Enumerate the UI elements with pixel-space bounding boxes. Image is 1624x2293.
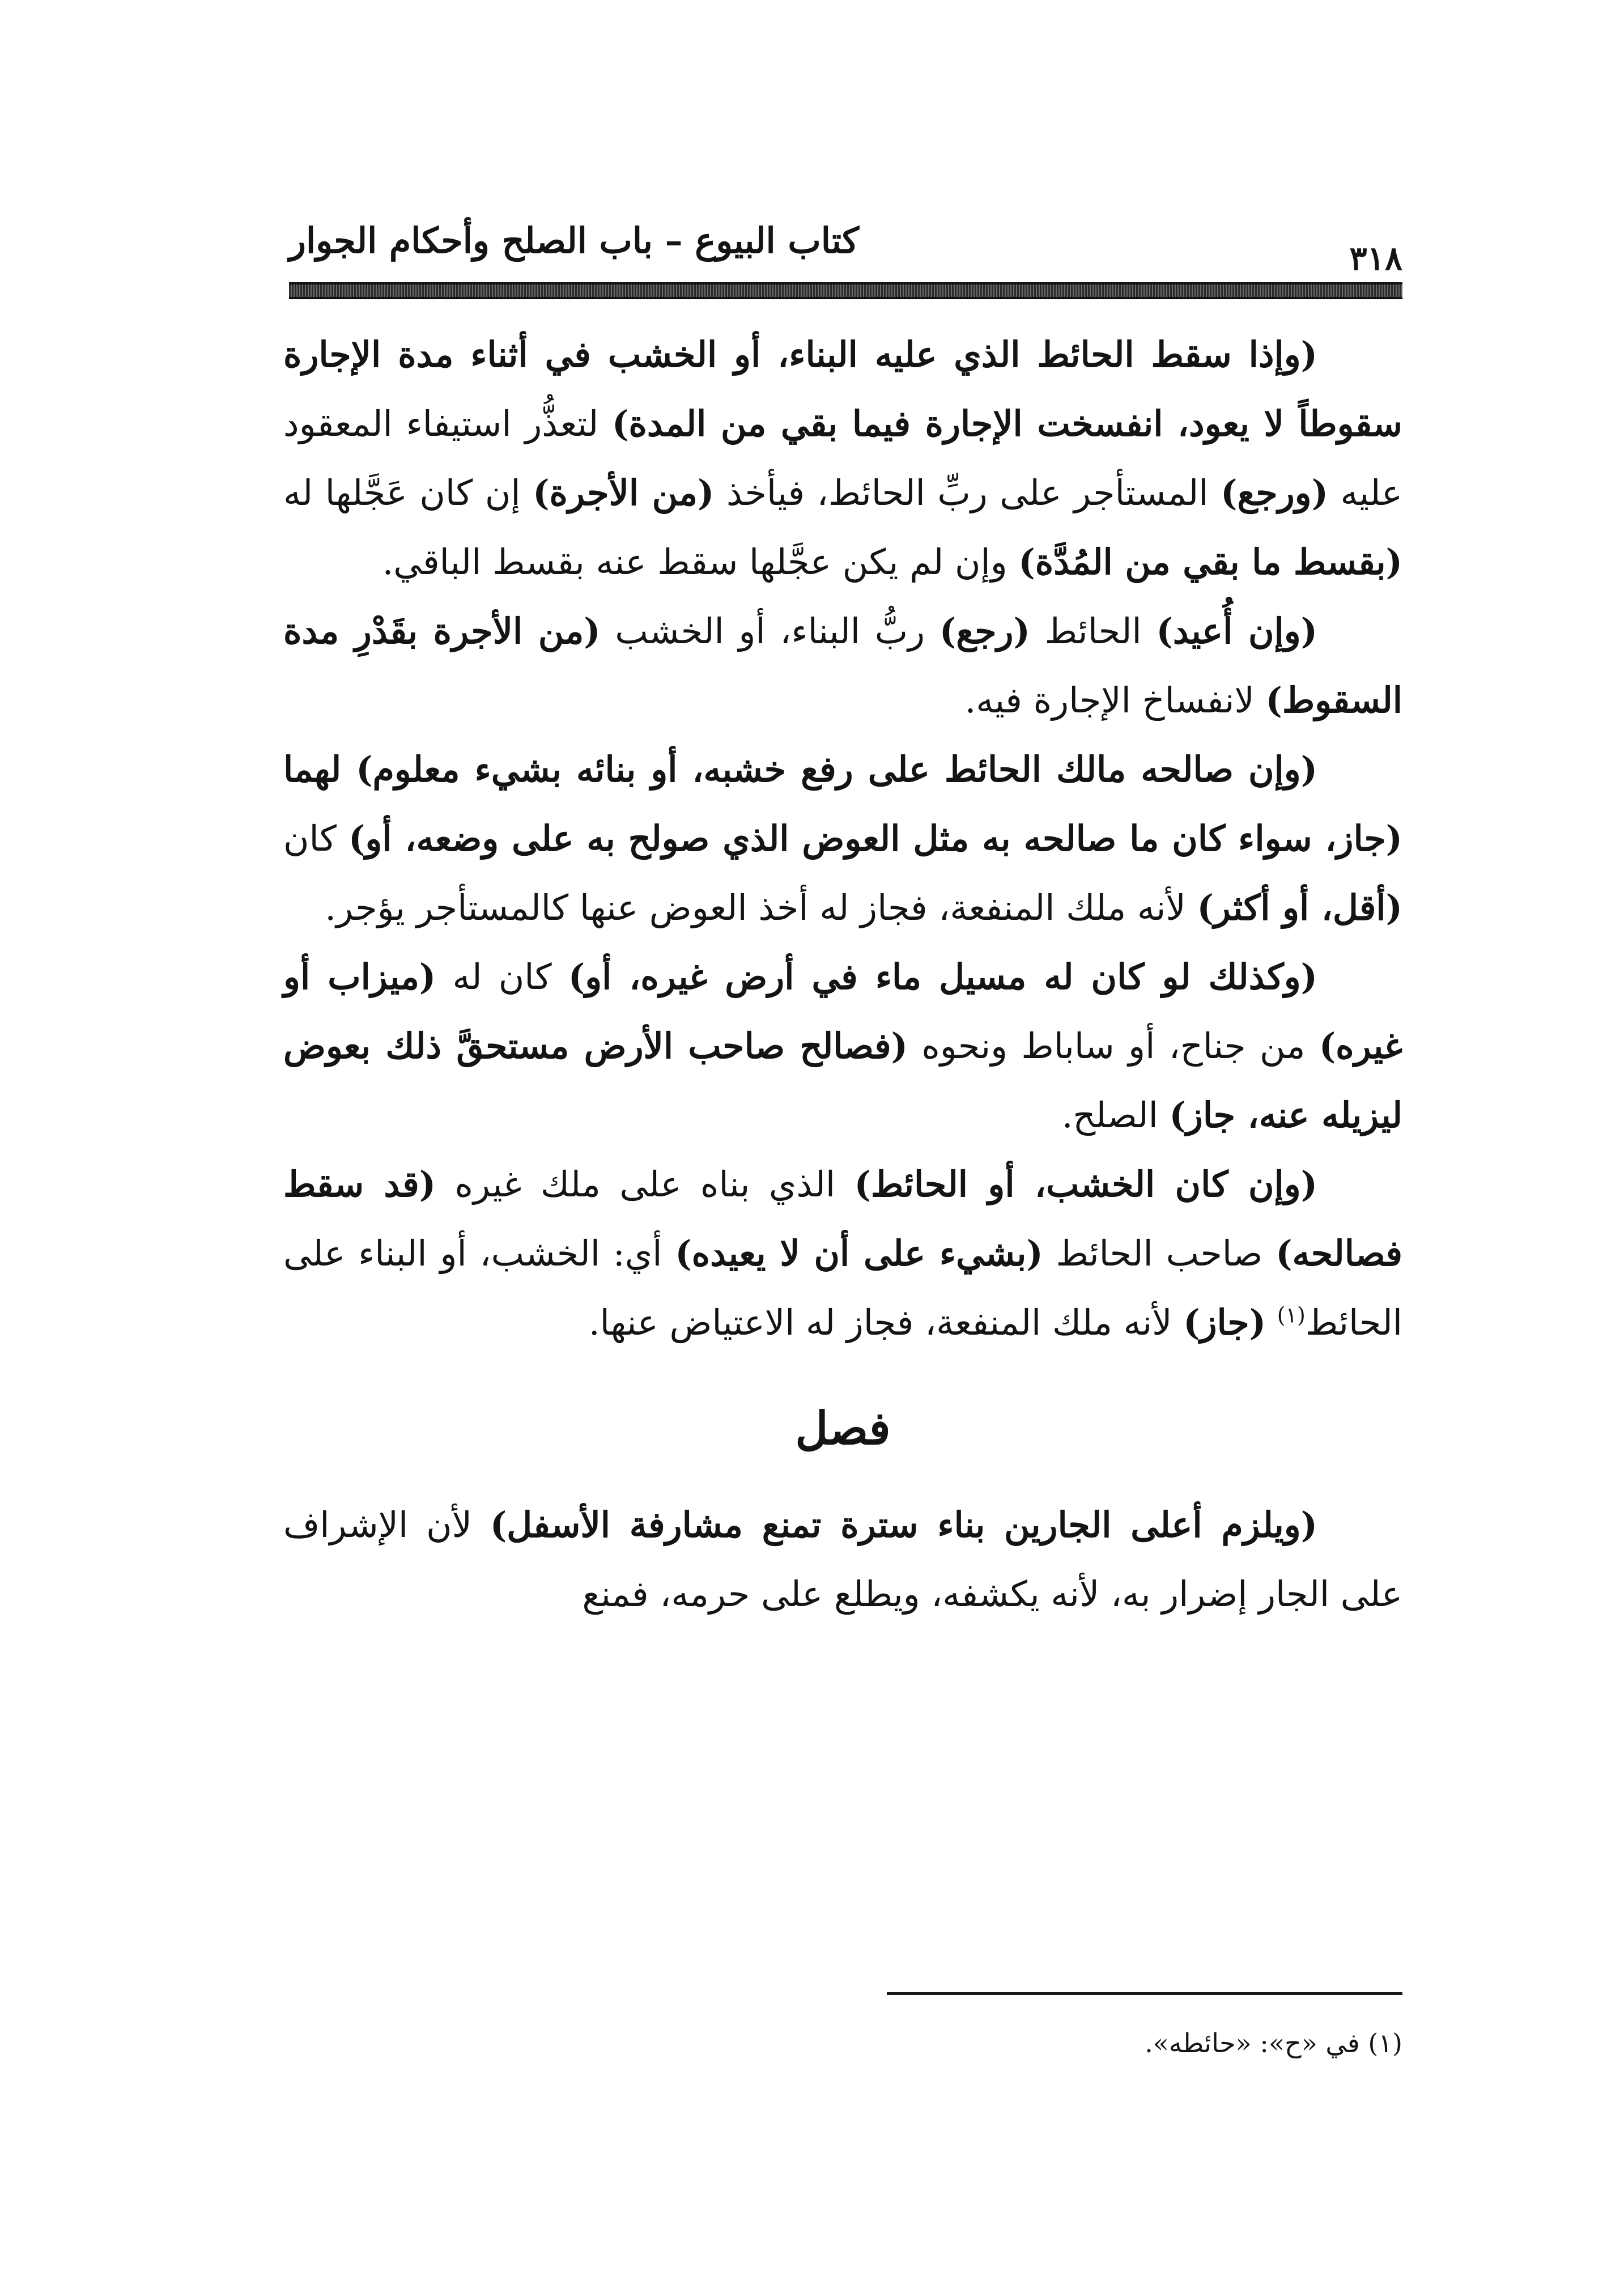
paragraph — [283, 597, 1402, 735]
matn-text: (من الأجرة بقَدْرِ مدة السقوط) — [283, 610, 1402, 721]
matn-text: (قد سقط فصالحه) — [283, 1164, 1402, 1274]
matn-text: (بشيء على أن لا يعيده) — [675, 1233, 1043, 1274]
paragraph — [283, 942, 1402, 1150]
running-title: كتاب البيوع – باب الصلح وأحكام الجوار — [289, 220, 859, 261]
footnote-marker: (١) — [1277, 1302, 1306, 1328]
matn-text: (ويلزم أعلى الجارين بناء سترة تمنع مشارفة الأسفل) — [490, 1504, 1318, 1545]
matn-text: (وإن كان الخشب، أو الحائط) — [854, 1164, 1317, 1205]
main-text — [283, 320, 1402, 1629]
matn-text: (وكذلك لو كان له مسيل ماء في أرض غيره، أو) — [568, 956, 1317, 997]
sharh-text: لتعذُّر استيفاء المعقود عليه — [283, 403, 1402, 513]
sharh-text: كان له — [436, 956, 568, 997]
paragraph — [283, 1491, 1402, 1629]
footnote-rule — [887, 1992, 1402, 1995]
sharh-text: الحائط — [1030, 610, 1157, 652]
matn-text: (بقسط ما بقي من المُدَّة) — [1018, 541, 1402, 583]
sharh-text: وإن لم يكن عجَّلها سقط عنه بقسط الباقي. — [382, 541, 1019, 583]
sharh-text: المستأجر على ربِّ الحائط، فيأخذ — [714, 472, 1221, 513]
matn-text: (وإذا سقط الحائط الذي عليه البناء، أو الخشب في أثناء مدة الإجارة سقوطاً لا يعود، انفسخت الإجارة فيما بقي من المدة) — [283, 334, 1402, 444]
sharh-text: من جناح، أو ساباط ونحوه — [907, 1025, 1319, 1067]
matn-text: (جاز) — [1183, 1302, 1266, 1343]
sharh-text: الذي بناه على ملك غيره — [436, 1164, 854, 1205]
matn-text: (أقل، أو أكثر) — [1197, 887, 1402, 928]
sharh-text: صاحب الحائط — [1043, 1233, 1276, 1274]
paragraph — [283, 320, 1402, 597]
matn-text: (وإن صالحه مالك الحائط على رفع خشبه، أو بنائه بشيء معلوم) لهما (جاز، سواء كان ما صالحه به مثل العوض الذي صولح به على وضعه، أو) — [283, 749, 1402, 859]
sharh-text: لانفساخ الإجارة فيه. — [964, 680, 1266, 721]
sharh-text: أي: الخشب، أو البناء على الحائط — [283, 1233, 1402, 1343]
paragraph — [283, 1150, 1402, 1357]
sharh-text: لأنه ملك المنفعة، فجاز له أخذ العوض عنها كالمستأجر يؤجر. — [325, 887, 1197, 928]
sharh-text: لأن الإشراف على الجار إضرار به، لأنه يكشفه، ويطلع على حرمه، فمنع — [283, 1504, 1402, 1615]
sharh-text: لأنه ملك المنفعة، فجاز له الاعتياض عنها. — [588, 1302, 1184, 1343]
sharh-text — [1266, 1302, 1277, 1343]
matn-text: (فصالح صاحب الأرض مستحقَّ ذلك بعوض ليزيله عنه، جاز) — [283, 1025, 1402, 1136]
sharh-text: إن كان عَجَّلها له — [283, 472, 533, 513]
matn-text: (ورجع) — [1221, 472, 1328, 513]
paragraph-list — [283, 320, 1402, 1357]
sharh-text: الصلح. — [1061, 1094, 1170, 1136]
matn-text: (ميزاب أو غيره) — [283, 956, 1402, 1067]
sharh-text: كان — [283, 818, 349, 859]
page-header — [289, 210, 1402, 278]
paragraph — [283, 735, 1402, 942]
section-heading: فصل — [795, 1402, 891, 1455]
header-rule — [289, 282, 1402, 299]
sharh-text: ربُّ البناء، أو الخشب — [600, 610, 939, 652]
footnote: (١) في «ح»: «حائطه». — [1145, 2028, 1402, 2058]
matn-text: (من الأجرة) — [533, 472, 715, 513]
section-paragraph-list — [283, 1491, 1402, 1629]
page-number: ٣١٨ — [1349, 239, 1402, 278]
matn-text: (وإن أُعيد) — [1156, 610, 1317, 652]
matn-text: (رجع) — [939, 610, 1030, 652]
